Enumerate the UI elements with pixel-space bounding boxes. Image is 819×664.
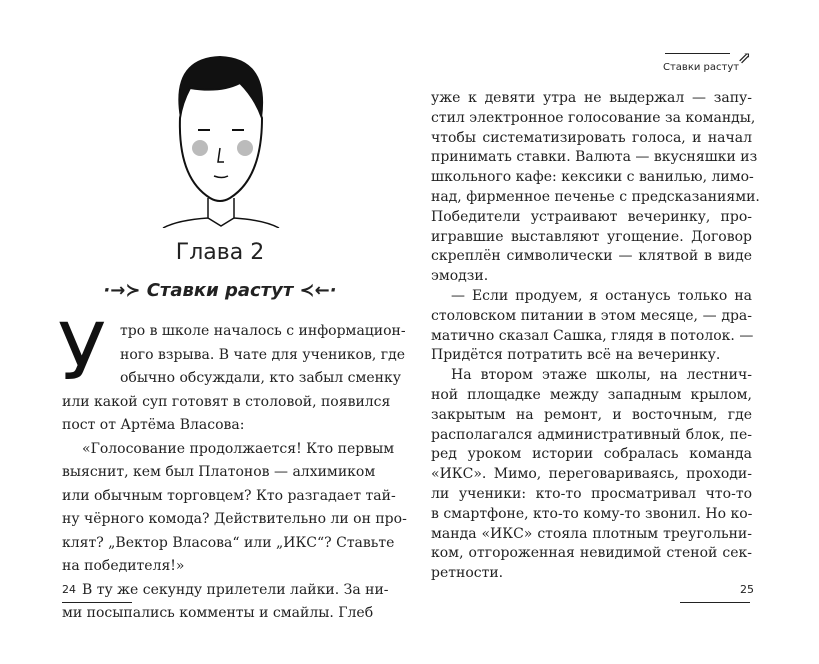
text-line: чтобы систематизировать голоса, и начал (431, 129, 752, 146)
arrow-ornament-icon: ·→≻ (103, 280, 147, 301)
text-line: — Если продуем, я останусь только на (451, 288, 752, 304)
text-line: ного взрыва. В чате для учеников, где (120, 346, 405, 363)
text-line: матично сказал Сашка, глядя в потолок. — (431, 327, 754, 344)
footer-ornament-right (680, 602, 750, 603)
text-line: закрытым на ремонт, и восточным, где (431, 406, 752, 423)
text-line: ми посыпались комменты и смайлы. Глеб (62, 605, 374, 621)
text-line: над, фирменное печенье с предсказаниями. (431, 189, 760, 205)
text-line: в смартфоне, кто-то кому-то звонил. Но ко- (431, 505, 753, 522)
text-line: «ИКС». Мимо, переговариваясь, проходи- (431, 466, 752, 483)
footer-ornament-left (62, 602, 132, 603)
arrow-ornament-icon: ⇗ (738, 48, 752, 67)
text-line: игравшие выставляют угощение. Договор (431, 228, 752, 245)
text-line: ретности. (431, 565, 504, 582)
text-line: Победители устраивают вечеринку, про- (431, 208, 752, 225)
text-line: или обычным торговцем? Кто разгадает тай- (62, 487, 396, 504)
text-line: ком, отгороженная невидимой стеной сек- (431, 545, 752, 562)
text-line: на победителя!» (62, 558, 185, 574)
text-line: манда «ИКС» стояла плотным треугольни- (431, 525, 752, 542)
text-line: Придётся потратить всё на вечеринку. (431, 347, 721, 364)
text-line: или какой суп готовят в столовой, появился (62, 393, 391, 410)
text-line: «Голосование продолжается! Кто первым (82, 440, 395, 457)
text-line: На втором этаже школы, на лестнич- (451, 367, 752, 384)
text-line: стил электронное голосование за команды, (431, 109, 756, 126)
text-line: пост от Артёма Власова: (62, 417, 245, 433)
text-line: ной площадке между западным крылом, (431, 387, 752, 403)
text-line: выяснит, кем был Платонов — алхимиком (62, 464, 376, 480)
chapter-label: Глава 2 (175, 240, 265, 265)
text-line: скреплён символически — клятвой в виде (431, 248, 752, 265)
text-line: столовском питании в этом месяце, — дра- (431, 307, 752, 324)
text-line: ли ученики: кто-то просматривал что-то (431, 486, 752, 502)
text-line: школьного кафе: кексики с ванилью, лимо- (431, 169, 754, 186)
boy-illustration (150, 38, 290, 228)
chapter-title: ·→≻ Ставки растут ≺←· (103, 280, 337, 301)
page-number-right: 25 (740, 583, 754, 596)
text-line: тро в школе началось с информацион- (120, 323, 406, 339)
text-line: уже к девяти утра не выдержал — запу- (431, 90, 752, 106)
running-title: Ставки растут (663, 62, 740, 73)
text-line: принимать ставки. Валюта — вкусняшки из (431, 149, 758, 166)
page-number-left: 24 (62, 583, 76, 596)
text-line: В ту же секунду прилетели лайки. За ни- (82, 581, 389, 598)
text-line: ред уроком истории собралась команда (431, 446, 752, 463)
header-rule (665, 53, 730, 54)
text-line: ну чёрного комода? Действительно ли он про- (62, 511, 407, 527)
text-line: располагался административный блок, пе- (431, 426, 752, 443)
text-line: клят? „Вектор Власова“ или „ИКС“? Ставьте (62, 534, 395, 551)
arrow-ornament-icon: ≺←· (293, 280, 337, 301)
text-line: эмодзи. (431, 268, 489, 285)
text-line: обычно обсуждали, кто забыл сменку (120, 370, 401, 386)
drop-cap: У (58, 308, 106, 398)
